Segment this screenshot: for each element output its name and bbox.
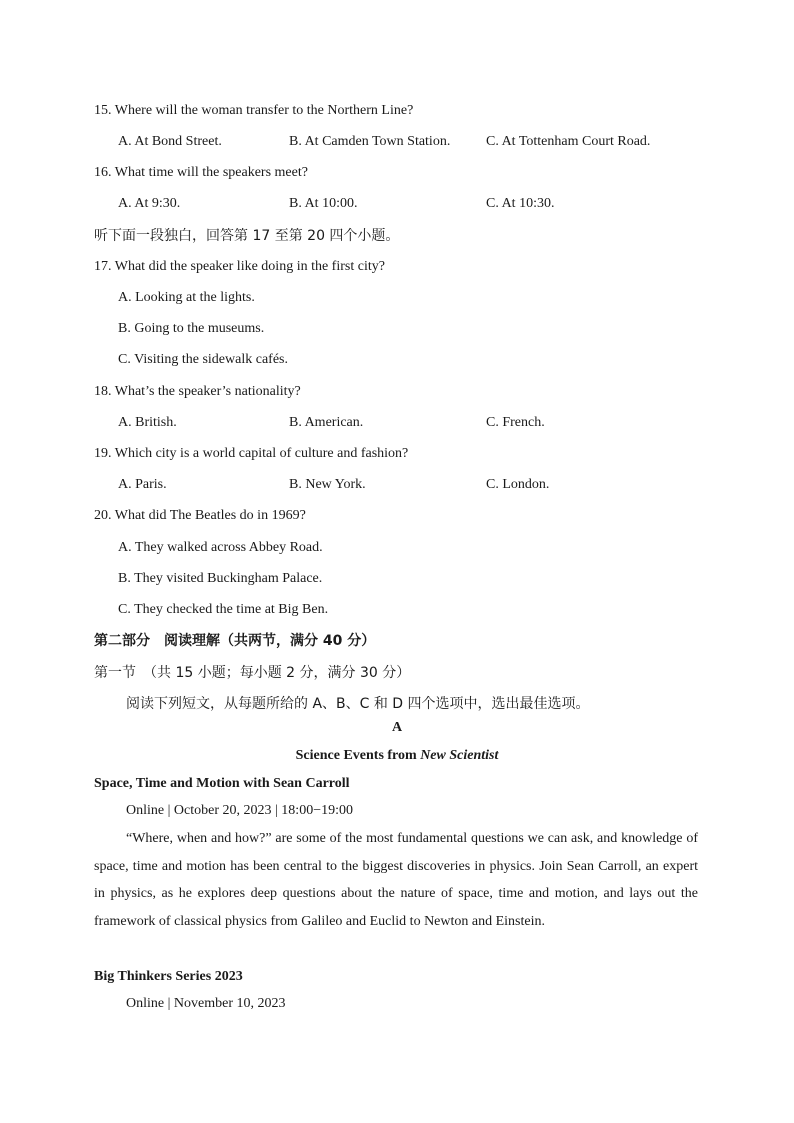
event2-meta: Online | November 10, 2023	[126, 996, 286, 1011]
reading-instruction: 阅读下列短文，从每题所给的 A、B、C 和 D 四个选项中，选出最佳选项。	[126, 696, 590, 712]
passage-title	[0, 747, 794, 765]
option-15b: B. At Camden Town Station.	[289, 134, 451, 149]
question-19: 19. Which city is a world capital of culture and fashion?	[94, 446, 409, 461]
option-18b: B. American.	[289, 415, 364, 430]
option-15c: C. At Tottenham Court Road.	[486, 134, 651, 149]
option-19a: A. Paris.	[118, 477, 167, 492]
event1-title: Space, Time and Motion with Sean Carroll	[94, 776, 350, 791]
option-17c: C. Visiting the sidewalk cafés.	[118, 352, 288, 367]
option-20a: A. They walked across Abbey Road.	[118, 540, 323, 555]
question-15: 15. Where will the woman transfer to the Northern Line?	[94, 103, 414, 118]
passage-letter: A	[391, 720, 403, 735]
option-20c: C. They checked the time at Big Ben.	[118, 602, 329, 617]
section1-heading: 第一节 （共 15 小题；每小题 2 分，满分 30 分）	[94, 665, 411, 681]
question-16: 16. What time will the speakers meet?	[94, 165, 308, 180]
part2-heading: 第二部分 阅读理解（共两节，满分 40 分）	[94, 633, 376, 649]
option-16c: C. At 10:30.	[486, 196, 555, 211]
option-15a: A. At Bond Street.	[118, 134, 222, 149]
question-18: 18. What’s the speaker’s nationality?	[94, 384, 301, 399]
option-17b: B. Going to the museums.	[118, 321, 265, 336]
question-17: 17. What did the speaker like doing in the first city?	[94, 259, 385, 274]
passage-title-magazine: New Scientist	[420, 748, 499, 763]
question-20: 20. What did The Beatles do in 1969?	[94, 508, 306, 523]
option-16a: A. At 9:30.	[118, 196, 181, 211]
event1-description: “Where, when and how?” are some of the most fundamental questions we can ask, and knowledge of space, time and motion has been central to the biggest discoveries in physics. Join Sean Carroll, an expert in physics, as he explores deep questions about the nature of space, time and motion, and lays out the framework of classical physics from Galileo and Euclid to Newton and Einstein.	[94, 831, 698, 929]
option-19b: B. New York.	[289, 477, 366, 492]
option-18c: C. French.	[486, 415, 545, 430]
event1-meta: Online | October 20, 2023 | 18:00−19:00	[126, 803, 353, 818]
passage-title-prefix: Science Events from	[295, 748, 421, 763]
option-20b: B. They visited Buckingham Palace.	[118, 571, 323, 586]
monologue-instruction: 听下面一段独白，回答第 17 至第 20 四个小题。	[94, 228, 400, 244]
event2-title: Big Thinkers Series 2023	[94, 969, 243, 984]
option-16b: B. At 10:00.	[289, 196, 358, 211]
option-17a: A. Looking at the lights.	[118, 290, 255, 305]
option-18a: A. British.	[118, 415, 177, 430]
option-19c: C. London.	[486, 477, 550, 492]
